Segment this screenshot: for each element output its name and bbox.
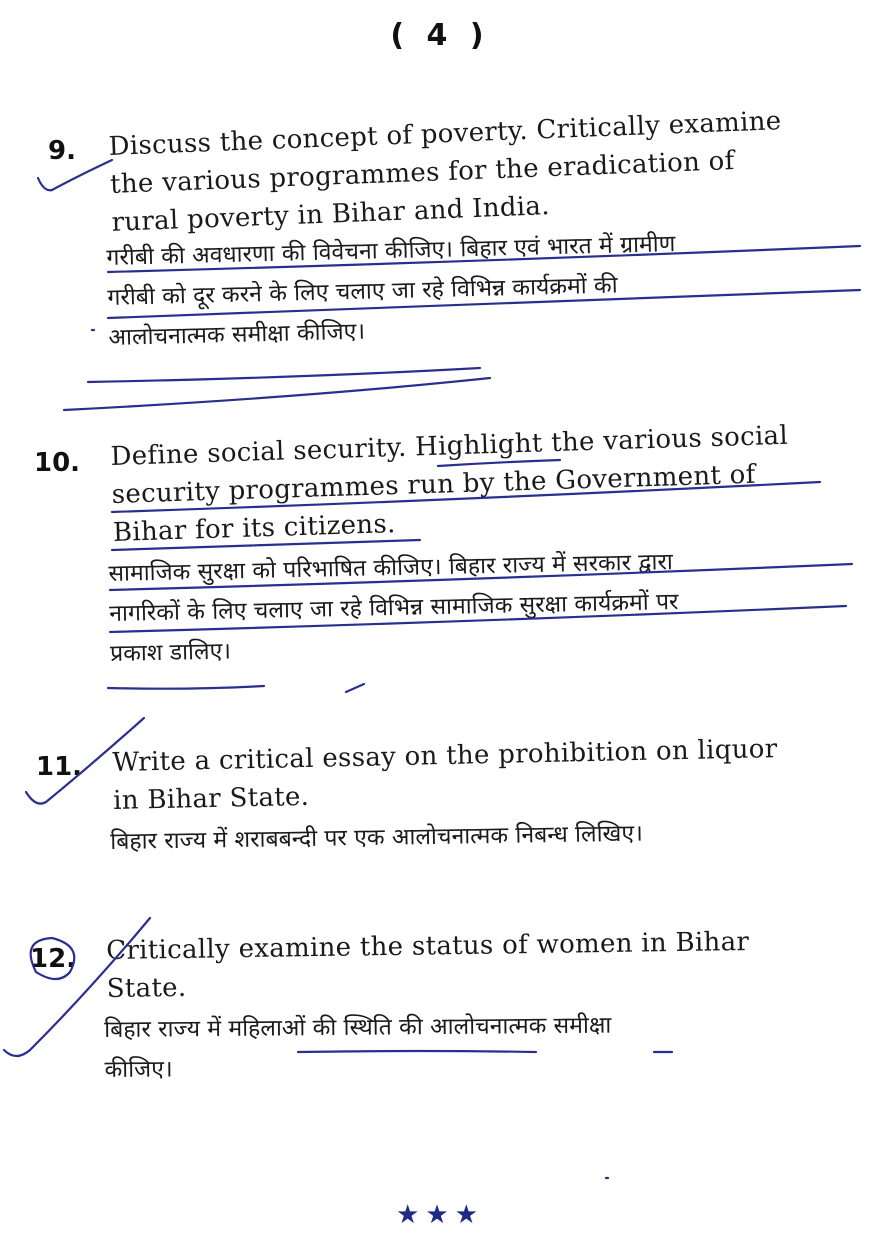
question-text-english <box>112 730 779 820</box>
question-number: 12. <box>30 944 77 974</box>
question-text-english <box>110 417 791 552</box>
english-line: the various programmes for the eradication of <box>109 145 736 200</box>
hindi-line: कीजिए। <box>104 1056 173 1083</box>
underline-stroke <box>88 368 480 382</box>
english-line: rural poverty in Bihar and India. <box>111 191 551 238</box>
underline-stroke <box>108 686 264 689</box>
english-line: Bihar for its citizens. <box>112 509 397 548</box>
question-text-hindi <box>108 542 680 674</box>
question-text-english <box>106 923 750 1008</box>
english-line: in Bihar State. <box>112 781 310 816</box>
pen-tick-stroke <box>346 684 364 692</box>
english-line: State. <box>106 972 187 1004</box>
page-number: ( 4 ) <box>390 18 490 53</box>
english-line: Discuss the concept of poverty. Critically examine <box>108 106 782 162</box>
hindi-line: बिहार राज्य में शराबबन्दी पर एक आलोचनात्मक निबन्ध लिखिए। <box>110 820 644 855</box>
question-number: 11. <box>36 752 83 782</box>
hindi-line: आलोचनात्मक समीक्षा कीजिए। <box>108 318 366 351</box>
question-text-hindi <box>104 1006 612 1090</box>
english-line: Define social security. Highlight the various social <box>110 420 789 472</box>
question-number: 10. <box>34 448 81 478</box>
hindi-line: गरीबी की अवधारणा की विवेचना कीजिए। बिहार एवं भारत में ग्रामीण <box>106 231 676 271</box>
question-text-hindi <box>106 224 678 358</box>
question-number: 9. <box>48 136 76 166</box>
hindi-line: गरीबी को दूर करने के लिए चलाए जा रहे विभिन्न कार्यक्रमों की <box>107 272 618 311</box>
hindi-line: सामाजिक सुरक्षा को परिभाषित कीजिए। बिहार राज्य में सरकार द्वारा <box>108 549 674 587</box>
end-of-paper-stars: ★★★ <box>396 1200 484 1230</box>
underline-stroke <box>64 378 490 410</box>
english-line: Critically examine the status of women in Bihar <box>106 927 750 966</box>
question-text-english <box>108 102 785 242</box>
question-text-hindi <box>110 814 643 862</box>
hindi-line: प्रकाश डालिए। <box>109 638 232 667</box>
hindi-line: बिहार राज्य में महिलाओं की स्थिति की आलोचनात्मक समीक्षा <box>104 1012 612 1043</box>
hindi-line: नागरिकों के लिए चलाए जा रहे विभिन्न सामाजिक सुरक्षा कार्यक्रमों पर <box>108 589 679 627</box>
english-line: security programmes run by the Government of <box>111 459 757 510</box>
english-line: Write a critical essay on the prohibition on liquor <box>112 734 778 778</box>
